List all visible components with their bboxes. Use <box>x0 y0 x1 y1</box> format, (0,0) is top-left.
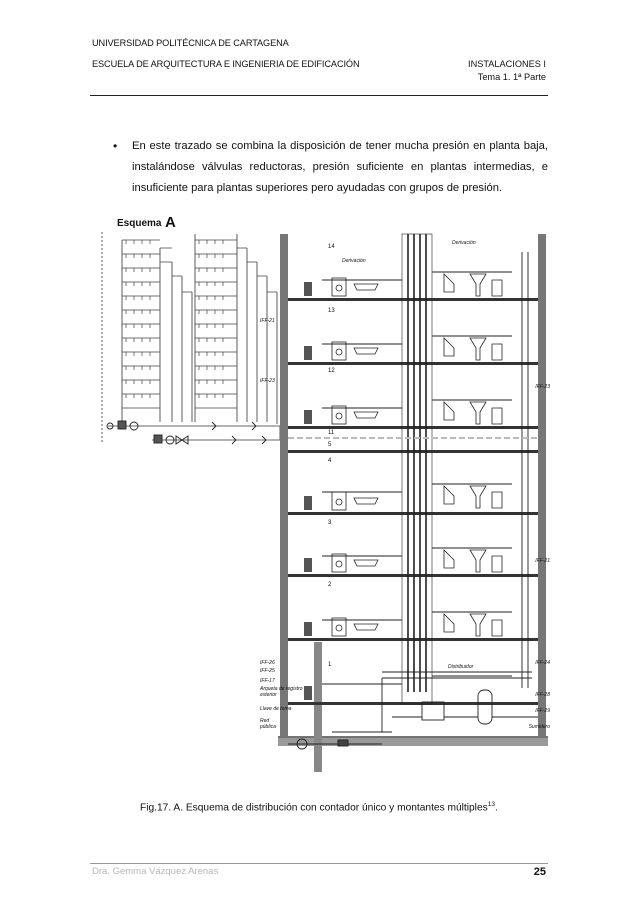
scheme-letter: A <box>165 214 176 231</box>
floor-label: 5 <box>328 442 332 448</box>
iff25-label: IFF-25 <box>260 668 275 674</box>
floor-label: 3 <box>328 520 332 526</box>
sumidero-label: Sumidero <box>528 724 550 730</box>
floor-label: 12 <box>328 368 335 374</box>
header-divider <box>90 95 548 96</box>
iff26-label: IFF-26 <box>260 660 275 666</box>
scheme-a-diagram <box>102 232 280 442</box>
scheme-title: Esquema <box>117 218 162 229</box>
derivation-label-left: Derivación <box>342 258 366 264</box>
floor-label: 4 <box>328 458 332 464</box>
iff21-left-label: IFF-21 <box>260 318 275 324</box>
red-label-1: Red <box>260 718 270 724</box>
building-section-icon <box>278 234 548 772</box>
floor-label: 13 <box>328 308 335 314</box>
page-number: 25 <box>533 866 546 878</box>
iff21-right-label: IFF-21 <box>535 558 550 564</box>
floor-label: 14 <box>328 244 335 250</box>
scheme-a-rows <box>122 240 277 408</box>
header-topic: Tema 1. 1ª Parte <box>477 72 546 82</box>
header-course: INSTALACIONES I <box>468 59 546 69</box>
header-university: UNIVERSIDAD POLITÉCNICA DE CARTAGENA <box>92 38 289 48</box>
iff29-label: IFF-29 <box>535 708 550 714</box>
floor-label: 2 <box>328 582 332 588</box>
iff28-label: IFF-28 <box>535 692 550 698</box>
figure-caption: Fig.17. A. Esquema de distribución con contador único y montantes múltiples$^{13}$. <box>140 801 498 814</box>
footer-author: Dra. Gemma Vázquez Arenas <box>92 866 219 877</box>
llave-label: Llave de toma <box>260 706 292 712</box>
arqueta-label-1: Arqueta de registro <box>260 686 303 692</box>
footer-divider <box>90 863 548 864</box>
red-label-2: pública <box>260 724 276 730</box>
arqueta-label-2: exterior <box>260 692 277 698</box>
derivation-label-right: Derivación <box>452 240 476 246</box>
floor-label: 1 <box>328 662 332 668</box>
bullet-marker: • <box>113 139 118 153</box>
body-paragraph: En este trazado se combina la disposición de tener mucha presión en planta baja, instalándose válvulas reductoras, presión suficiente en plantas intermedias, e insuficiente para plantas superiores pero ayudadas con grupos de presión. <box>132 140 548 194</box>
header-school: ESCUELA DE ARQUITECTURA E INGENIERIA DE EDIFICACIÓN <box>92 59 360 69</box>
floor-label: 11 <box>328 430 335 436</box>
iff23-right-label: IFF-23 <box>535 384 550 390</box>
iff17-label: IFF-17 <box>260 678 275 684</box>
plumbing-figure <box>92 212 548 788</box>
iff23-left-label: IFF-23 <box>260 378 275 384</box>
distributor-label: Distribuidor <box>448 664 474 670</box>
pressure-group-icon <box>107 421 266 444</box>
iff24-label: IFF-24 <box>535 660 550 666</box>
footnote-ref: 13 <box>487 801 495 808</box>
